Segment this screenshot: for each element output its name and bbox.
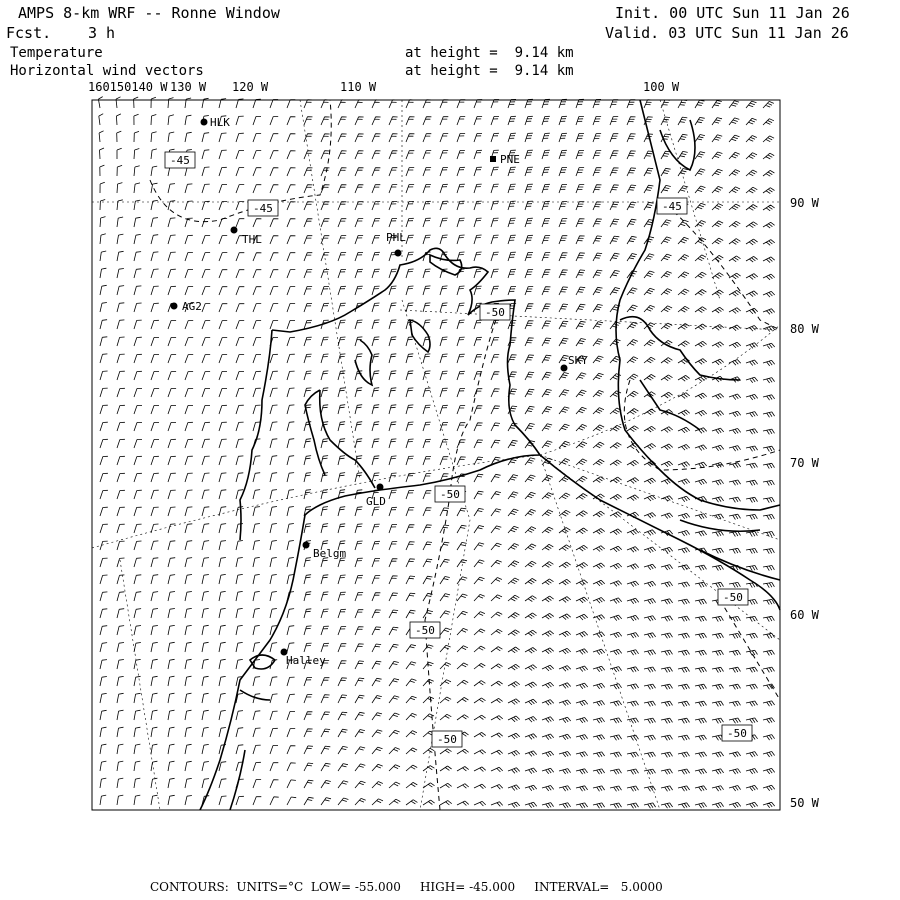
contour-label bbox=[480, 304, 510, 320]
station-markers bbox=[171, 116, 589, 667]
svg-text:-50: -50 bbox=[485, 306, 505, 319]
svg-text:-50: -50 bbox=[727, 727, 747, 740]
station-label-gld: GLD bbox=[366, 495, 386, 508]
station-label-halley: Halley bbox=[286, 654, 326, 667]
lon-label: 130 W bbox=[170, 80, 207, 94]
station-label-ag2: AG2 bbox=[182, 300, 202, 313]
contour-label bbox=[165, 152, 195, 168]
field-temperature: Temperature bbox=[10, 45, 103, 61]
lat-label: 90 W bbox=[790, 196, 819, 210]
lat-label: 50 W bbox=[790, 796, 819, 810]
svg-text:-50: -50 bbox=[440, 488, 460, 501]
svg-text:-45: -45 bbox=[253, 202, 273, 215]
station-label-belgm: Belgm bbox=[313, 547, 347, 560]
lon-label: 100 W bbox=[643, 80, 680, 94]
lat-label: 80 W bbox=[790, 322, 819, 336]
station-dot-ag2 bbox=[171, 303, 178, 310]
station-dot-thl bbox=[231, 227, 238, 234]
contour-label bbox=[410, 622, 440, 638]
station-label-thl: THL bbox=[242, 233, 262, 246]
station-dot-pne bbox=[490, 156, 496, 162]
lat-label: 60 W bbox=[790, 608, 819, 622]
forecast-label: Fcst. bbox=[6, 24, 52, 42]
station-dot-hlk bbox=[201, 119, 208, 126]
contour-label bbox=[718, 589, 748, 605]
station-dot-belgm bbox=[303, 542, 310, 549]
field-wind-vectors: Horizontal wind vectors bbox=[10, 63, 204, 79]
map-title: AMPS 8-km WRF -- Ronne Window bbox=[18, 4, 280, 22]
contour-label bbox=[722, 725, 752, 741]
station-label-phl: PHL bbox=[386, 231, 406, 244]
contour-legend: CONTOURS: UNITS=°C LOW= -55.000 HIGH= -45.000 INTERVAL= 5.0000 bbox=[150, 880, 663, 894]
valid-time: Valid. 03 UTC Sun 11 Jan 26 bbox=[605, 24, 849, 42]
station-label-sky: SKY bbox=[568, 354, 588, 367]
height-wind: at height = 9.14 km bbox=[405, 63, 574, 79]
height-temperature: at height = 9.14 km bbox=[405, 45, 574, 61]
lon-label: 160150140 W bbox=[88, 80, 168, 94]
coastline bbox=[200, 100, 780, 810]
lat-label: 70 W bbox=[790, 456, 819, 470]
svg-text:-45: -45 bbox=[662, 200, 682, 213]
svg-text:-50: -50 bbox=[437, 733, 457, 746]
svg-text:-45: -45 bbox=[170, 154, 190, 167]
contour-label bbox=[432, 731, 462, 747]
contour-label bbox=[248, 200, 278, 216]
station-dot-gld bbox=[377, 484, 384, 491]
forecast-hour: 3 h bbox=[88, 24, 116, 42]
svg-text:-50: -50 bbox=[723, 591, 743, 604]
lon-label: 110 W bbox=[340, 80, 377, 94]
init-time: Init. 00 UTC Sun 11 Jan 26 bbox=[615, 4, 850, 22]
contour-label bbox=[435, 486, 465, 502]
svg-text:-50: -50 bbox=[415, 624, 435, 637]
lon-label: 120 W bbox=[232, 80, 269, 94]
station-dot-phl bbox=[395, 250, 402, 257]
station-dot-sky bbox=[561, 365, 568, 372]
contour-label bbox=[657, 198, 687, 214]
station-label-pne: PNE bbox=[500, 153, 520, 166]
station-label-hlk: HLK bbox=[210, 116, 230, 129]
